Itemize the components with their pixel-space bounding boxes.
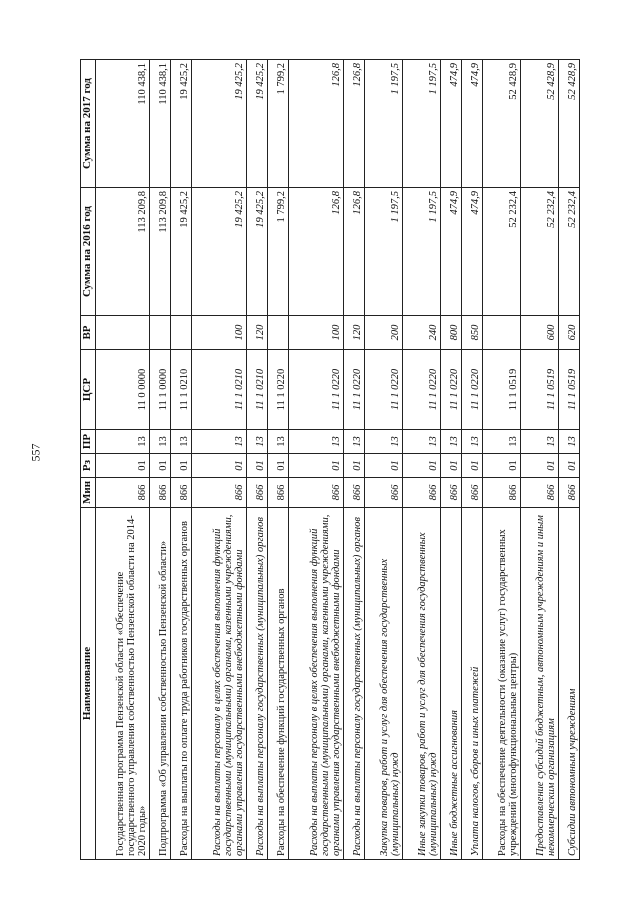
cell-rz: 01 bbox=[192, 454, 247, 478]
table-row bbox=[268, 60, 289, 860]
cell-sum2017: 1 799,2 bbox=[268, 60, 289, 188]
cell-name: Государственная программа Пензенской области «Обеспечение государственного управления собственностью Пензенской области на 2014-2020 годы» bbox=[95, 508, 150, 860]
cell-name: Иные закупки товаров, работ и услуг для обеспечения государственных (муниципальных) нужд bbox=[402, 508, 440, 860]
cell-min: 866 bbox=[558, 478, 579, 508]
cell-sum2017: 19 425,2 bbox=[192, 60, 247, 188]
cell-pr: 13 bbox=[192, 430, 247, 454]
table-row bbox=[192, 60, 247, 860]
cell-csr: 11 1 0220 bbox=[364, 350, 402, 430]
table-row bbox=[558, 60, 579, 860]
cell-vr: 240 bbox=[402, 316, 440, 350]
cell-sum2017: 126,8 bbox=[343, 60, 364, 188]
cell-name: Предоставление субсидий бюджетным, автономным учреждениям и иным некоммерческим организациям bbox=[520, 508, 558, 860]
cell-min: 866 bbox=[343, 478, 364, 508]
cell-vr: 120 bbox=[343, 316, 364, 350]
cell-csr: 11 0 0000 bbox=[95, 350, 150, 430]
cell-sum2016: 19 425,2 bbox=[171, 188, 192, 316]
cell-pr: 13 bbox=[246, 430, 267, 454]
cell-sum2016: 126,8 bbox=[289, 188, 344, 316]
cell-min: 866 bbox=[364, 478, 402, 508]
cell-vr bbox=[171, 316, 192, 350]
cell-pr: 13 bbox=[150, 430, 171, 454]
cell-pr: 13 bbox=[289, 430, 344, 454]
table-row bbox=[440, 60, 461, 860]
cell-sum2016: 52 232,4 bbox=[558, 188, 579, 316]
cell-min: 866 bbox=[289, 478, 344, 508]
table-body bbox=[95, 60, 579, 860]
cell-sum2017: 1 197,5 bbox=[402, 60, 440, 188]
cell-csr: 11 1 0519 bbox=[558, 350, 579, 430]
table-row bbox=[246, 60, 267, 860]
cell-name: Расходы на выплаты по оплате труда работников государственных органов bbox=[171, 508, 192, 860]
cell-min: 866 bbox=[95, 478, 150, 508]
cell-pr: 13 bbox=[171, 430, 192, 454]
cell-min: 866 bbox=[483, 478, 521, 508]
cell-rz: 01 bbox=[520, 454, 558, 478]
cell-rz: 01 bbox=[268, 454, 289, 478]
cell-rz: 01 bbox=[289, 454, 344, 478]
cell-csr: 11 1 0519 bbox=[520, 350, 558, 430]
header-sum-2016: Сумма на 2016 год bbox=[81, 188, 96, 316]
cell-name: Закупка товаров, работ и услуг для обеспечения государственных (муниципальных) нужд bbox=[364, 508, 402, 860]
cell-csr: 11 1 0519 bbox=[483, 350, 521, 430]
cell-pr: 13 bbox=[483, 430, 521, 454]
cell-sum2017: 110 438,1 bbox=[95, 60, 150, 188]
cell-name: Расходы на выплаты персоналу в целях обеспечения выполнения функций государственными (муниципальными) органами, казенными учреждениями, органами управления государственными внебюджетными фондами bbox=[192, 508, 247, 860]
cell-name: Расходы на выплаты персоналу государственных (муниципальных) органов bbox=[246, 508, 267, 860]
cell-csr: 11 1 0220 bbox=[440, 350, 461, 430]
cell-rz: 01 bbox=[558, 454, 579, 478]
cell-sum2016: 19 425,2 bbox=[192, 188, 247, 316]
cell-vr: 200 bbox=[364, 316, 402, 350]
header-vr: ВР bbox=[81, 316, 96, 350]
cell-rz: 01 bbox=[440, 454, 461, 478]
cell-rz: 01 bbox=[402, 454, 440, 478]
cell-vr: 600 bbox=[520, 316, 558, 350]
cell-sum2016: 52 232,4 bbox=[520, 188, 558, 316]
cell-name: Расходы на обеспечение деятельности (оказание услуг) государственных учреждений (многофункциональные центры) bbox=[483, 508, 521, 860]
table-row bbox=[289, 60, 344, 860]
cell-name: Расходы на выплаты персоналу государственных (муниципальных) органов bbox=[343, 508, 364, 860]
page-number-text: 557 bbox=[28, 443, 43, 462]
table-row bbox=[150, 60, 171, 860]
cell-vr: 850 bbox=[461, 316, 482, 350]
cell-sum2016: 113 209,8 bbox=[150, 188, 171, 316]
cell-min: 866 bbox=[246, 478, 267, 508]
cell-pr: 13 bbox=[440, 430, 461, 454]
header-rz: Рз bbox=[81, 454, 96, 478]
header-sum-2017: Сумма на 2017 год bbox=[81, 60, 96, 188]
budget-table bbox=[80, 59, 580, 860]
cell-sum2016: 474,9 bbox=[440, 188, 461, 316]
cell-csr: 11 1 0220 bbox=[402, 350, 440, 430]
header-csr: ЦСР bbox=[81, 350, 96, 430]
table-row bbox=[171, 60, 192, 860]
table-header-row bbox=[81, 60, 96, 860]
cell-rz: 01 bbox=[461, 454, 482, 478]
cell-name: Иные бюджетные ассигнования bbox=[440, 508, 461, 860]
cell-sum2016: 19 425,2 bbox=[246, 188, 267, 316]
cell-pr: 13 bbox=[364, 430, 402, 454]
cell-csr: 11 1 0000 bbox=[150, 350, 171, 430]
cell-name: Расходы на обеспечение функций государственных органов bbox=[268, 508, 289, 860]
table-row bbox=[364, 60, 402, 860]
table-row bbox=[95, 60, 150, 860]
cell-sum2017: 474,9 bbox=[461, 60, 482, 188]
cell-name: Субсидии автономным учреждениям bbox=[558, 508, 579, 860]
header-name: Наименование bbox=[81, 508, 96, 860]
cell-rz: 01 bbox=[171, 454, 192, 478]
budget-table-container bbox=[80, 60, 580, 860]
cell-sum2016: 1 197,5 bbox=[364, 188, 402, 316]
cell-pr: 13 bbox=[268, 430, 289, 454]
cell-name: Подпрограмма «Об управлении собственностью Пензенской области» bbox=[150, 508, 171, 860]
cell-csr: 11 1 0210 bbox=[171, 350, 192, 430]
header-pr: ПР bbox=[81, 430, 96, 454]
cell-min: 866 bbox=[150, 478, 171, 508]
cell-vr bbox=[483, 316, 521, 350]
cell-vr: 100 bbox=[289, 316, 344, 350]
rotated-page-area bbox=[80, 60, 580, 860]
cell-sum2017: 474,9 bbox=[440, 60, 461, 188]
cell-vr: 620 bbox=[558, 316, 579, 350]
cell-sum2016: 1 197,5 bbox=[402, 188, 440, 316]
cell-rz: 01 bbox=[150, 454, 171, 478]
cell-sum2017: 19 425,2 bbox=[171, 60, 192, 188]
cell-sum2016: 474,9 bbox=[461, 188, 482, 316]
cell-sum2017: 19 425,2 bbox=[246, 60, 267, 188]
cell-sum2017: 52 428,9 bbox=[483, 60, 521, 188]
cell-name: Расходы на выплаты персоналу в целях обеспечения выполнения функций государственными (муниципальными) органами, казенными учреждениями, органами управления государственными внебюджетными фондами bbox=[289, 508, 344, 860]
table-row bbox=[483, 60, 521, 860]
cell-sum2016: 1 799,2 bbox=[268, 188, 289, 316]
cell-vr bbox=[95, 316, 150, 350]
cell-sum2016: 126,8 bbox=[343, 188, 364, 316]
cell-min: 866 bbox=[192, 478, 247, 508]
cell-csr: 11 1 0220 bbox=[461, 350, 482, 430]
cell-pr: 13 bbox=[343, 430, 364, 454]
cell-sum2017: 52 428,9 bbox=[520, 60, 558, 188]
cell-csr: 11 1 0220 bbox=[268, 350, 289, 430]
cell-sum2016: 52 232,4 bbox=[483, 188, 521, 316]
cell-sum2017: 1 197,5 bbox=[364, 60, 402, 188]
cell-pr: 13 bbox=[95, 430, 150, 454]
cell-csr: 11 1 0210 bbox=[192, 350, 247, 430]
cell-pr: 13 bbox=[402, 430, 440, 454]
cell-min: 866 bbox=[520, 478, 558, 508]
cell-rz: 01 bbox=[483, 454, 521, 478]
cell-vr bbox=[150, 316, 171, 350]
cell-name: Уплата налогов, сборов и иных платежей bbox=[461, 508, 482, 860]
table-row bbox=[402, 60, 440, 860]
header-min: Мин bbox=[81, 478, 96, 508]
cell-vr bbox=[268, 316, 289, 350]
page-number bbox=[16, 0, 56, 905]
cell-min: 866 bbox=[171, 478, 192, 508]
cell-sum2016: 113 209,8 bbox=[95, 188, 150, 316]
cell-vr: 100 bbox=[192, 316, 247, 350]
table-row bbox=[343, 60, 364, 860]
cell-rz: 01 bbox=[246, 454, 267, 478]
table-row bbox=[520, 60, 558, 860]
cell-pr: 13 bbox=[558, 430, 579, 454]
cell-csr: 11 1 0220 bbox=[289, 350, 344, 430]
cell-min: 866 bbox=[268, 478, 289, 508]
cell-sum2017: 52 428,9 bbox=[558, 60, 579, 188]
cell-csr: 11 1 0210 bbox=[246, 350, 267, 430]
cell-min: 866 bbox=[402, 478, 440, 508]
cell-vr: 120 bbox=[246, 316, 267, 350]
cell-csr: 11 1 0220 bbox=[343, 350, 364, 430]
cell-sum2017: 126,8 bbox=[289, 60, 344, 188]
cell-rz: 01 bbox=[364, 454, 402, 478]
cell-min: 866 bbox=[440, 478, 461, 508]
cell-vr: 800 bbox=[440, 316, 461, 350]
cell-min: 866 bbox=[461, 478, 482, 508]
table-row bbox=[461, 60, 482, 860]
cell-pr: 13 bbox=[520, 430, 558, 454]
cell-sum2017: 110 438,1 bbox=[150, 60, 171, 188]
cell-rz: 01 bbox=[343, 454, 364, 478]
cell-rz: 01 bbox=[95, 454, 150, 478]
cell-pr: 13 bbox=[461, 430, 482, 454]
